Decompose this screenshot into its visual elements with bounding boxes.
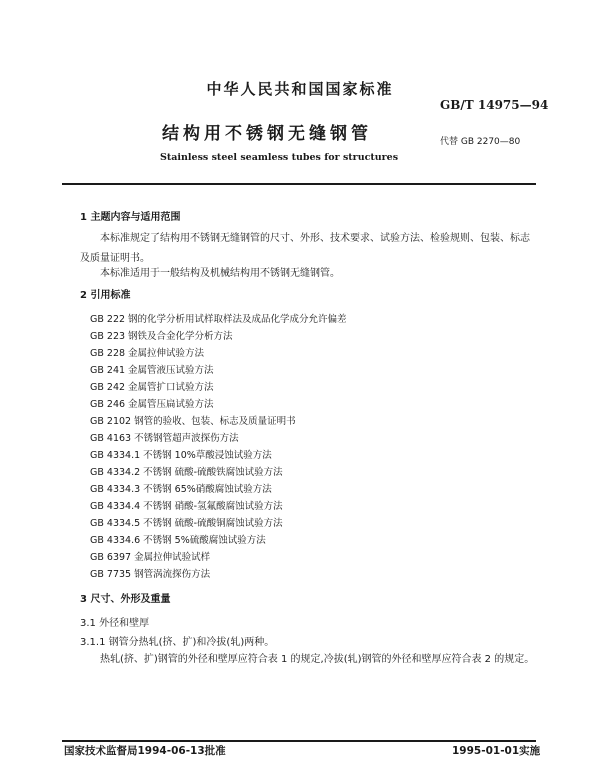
section-3-heading: 3 尺寸、外形及重量 [80, 594, 171, 605]
section-2-heading: 2 引用标准 [80, 290, 131, 301]
clause-3-1-1: 3.1.1 钢管分热轧(挤、扩)和冷拔(轧)两种。 [80, 637, 275, 648]
reference-item: GB 4334.1 不锈钢 10%草酸浸蚀试验方法 [90, 450, 272, 461]
standard-number: GB/T 14975—94 [440, 98, 549, 112]
national-standard-heading: 中华人民共和国国家标准 [206, 80, 394, 98]
reference-item: GB 2102 钢管的验收、包装、标志及质量证明书 [90, 416, 296, 427]
reference-item: GB 228 金属拉伸试验方法 [90, 348, 205, 359]
reference-item: GB 246 金属管压扁试验方法 [90, 399, 214, 410]
reference-item: GB 223 钢铁及合金化学分析方法 [90, 331, 233, 342]
reference-item: GB 4334.2 不锈钢 硫酸-硫酸铁腐蚀试验方法 [90, 467, 283, 478]
subsection-3-1: 3.1 外径和壁厚 [80, 618, 150, 629]
header-divider [62, 183, 536, 185]
section-1-heading: 1 主题内容与适用范围 [80, 212, 181, 223]
effective-date: 1995-01-01实施 [452, 745, 541, 757]
reference-item: GB 6397 金属拉伸试验试样 [90, 552, 211, 563]
reference-item: GB 7735 钢管涡流探伤方法 [90, 569, 211, 580]
replaces-note: 代替 GB 2270—80 [440, 137, 521, 147]
section-1-para-2: 本标准适用于一般结构及机械结构用不锈钢无缝钢管。 [100, 268, 340, 279]
reference-item: GB 4163 不锈钢管超声波探伤方法 [90, 433, 239, 444]
reference-item: GB 241 金属管液压试验方法 [90, 365, 214, 376]
reference-item: GB 4334.4 不锈钢 硝酸-氢氟酸腐蚀试验方法 [90, 501, 283, 512]
english-title: Stainless steel seamless tubes for structures [160, 152, 399, 163]
page-title: 结构用不锈钢无缝钢管 [162, 124, 372, 144]
approval-date: 国家技术监督局1994-06-13批准 [64, 745, 226, 757]
footer-divider [62, 740, 536, 742]
reference-item: GB 222 钢的化学分析用试样取样法及成品化学成分允许偏差 [90, 314, 347, 325]
section-1-para-1: 本标准规定了结构用不锈钢无缝钢管的尺寸、外形、技术要求、试验方法、检验规则、包装、标志及质量证明书。 [80, 233, 530, 264]
clause-3-1-1-text: 热轧(挤、扩)钢管的外径和壁厚应符合表 1 的规定,冷拔(轧)钢管的外径和壁厚应符合表 2 的规定。 [100, 654, 535, 665]
reference-item: GB 242 金属管扩口试验方法 [90, 382, 214, 393]
reference-item: GB 4334.5 不锈钢 硫酸-硫酸铜腐蚀试验方法 [90, 518, 283, 529]
reference-item: GB 4334.3 不锈钢 65%硝酸腐蚀试验方法 [90, 484, 272, 495]
reference-item: GB 4334.6 不锈钢 5%硫酸腐蚀试验方法 [90, 535, 266, 546]
